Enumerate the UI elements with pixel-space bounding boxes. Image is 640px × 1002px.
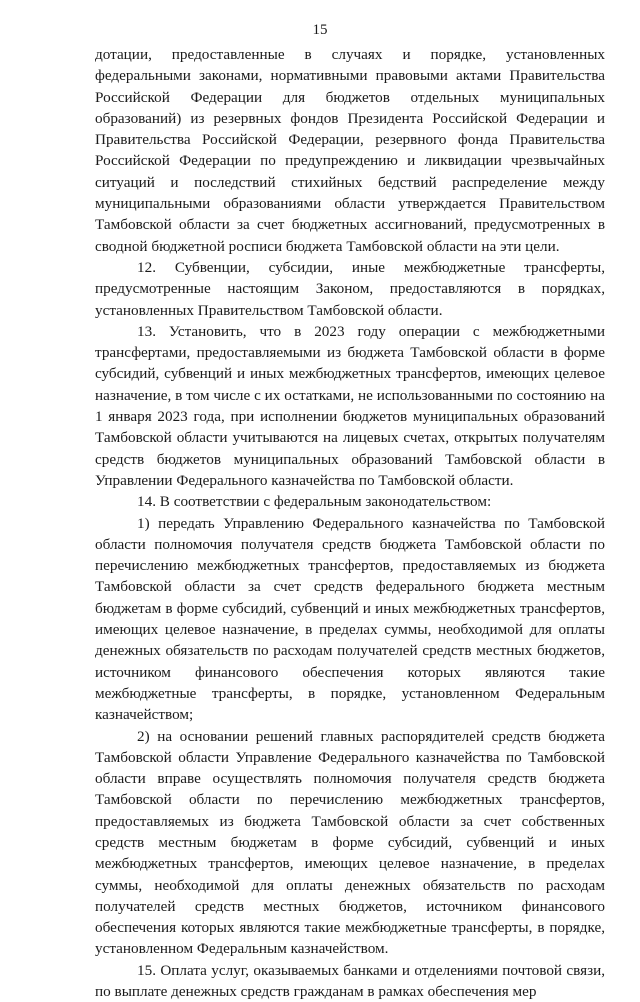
- paragraph-15: 15. Оплата услуг, оказываемых банками и отделениями почтовой связи, по выплате денежных средств гражданам в рамках обеспечения мер: [95, 961, 605, 1001]
- paragraph-continuation: дотации, предоставленные в случаях и порядке, установленных федеральными законами, нормативными правовыми актами Правительства Российской Федерации для бюджетов отдельных муниципальных образований) из резервных фондов Президента Российской Федерации и Правительства Российской Федерации, резервного фонда Правительства Российской Федерации по предупреждению и ликвидации чрезвычайных ситуаций и последствий стихийных бедствий распределение между муниципальными образованиями области утверждается Правительством Тамбовской области за счет бюджетных ассигнований, предусмотренных в сводной бюджетной росписи бюджета Тамбовской области на эти цели.: [95, 46, 605, 255]
- paragraph-14-item-2: 2) на основании решений главных распорядителей средств бюджета Тамбовской области Управление Федерального казначейства по Тамбовской области вправе осуществлять полномочия получателя средств бюджета Тамбовской области по перечислению межбюджетных трансфертов, предоставляемых из бюджета Тамбовской области за счет собственных средств местным бюджетам в форме субсидий, субвенций и иных межбюджетных трансфертов, имеющих целевое назначение, в пределах суммы, необходимой для оплаты денежных обязательств по расходам получателей средств местных бюджетов, источником финансового обеспечения которых являются такие межбюджетные трансферты, в порядке, установленном Федеральным казначейством.: [95, 727, 605, 958]
- paragraph-14: 14. В соответствии с федеральным законодательством:: [137, 493, 492, 511]
- paragraph-12: 12. Субвенции, субсидии, иные межбюджетные трансферты, предусмотренные настоящим Законом, предоставляются в порядках, установленных Правительством Тамбовской области.: [95, 258, 605, 319]
- paragraph-13: 13. Установить, что в 2023 году операции с межбюджетными трансфертами, предоставляемыми из бюджета Тамбовской области в форме субсидий, субвенций и иных межбюджетных трансфертов, имеющих целевое назначение, в том числе с их остатками, не использованными по состоянию на 1 января 2023 года, при исполнении бюджетов муниципальных образований Тамбовской области учитываются на лицевых счетах, открытых получателям средств бюджетов муниципальных образований Тамбовской области в Управлении Федерального казначейства по Тамбовской области.: [95, 322, 605, 489]
- page-number: 15: [312, 22, 328, 38]
- paragraph-14-item-1: 1) передать Управлению Федерального казначейства по Тамбовской области полномочия получателя средств бюджета Тамбовской области по перечислению межбюджетных трансфертов, предоставляемых из бюджета Тамбовской области за счет средств федерального бюджета местным бюджетам в форме субсидий, субвенций и иных межбюджетных трансфертов, имеющих целевое назначение, в пределах суммы, необходимой для оплаты денежных обязательств по расходам получателей средств местных бюджетов, источником финансового обеспечения которых являются такие межбюджетные трансферты, в порядке, установленном Федеральным казначейством;: [95, 514, 605, 724]
- document-body: [95, 44, 605, 1002]
